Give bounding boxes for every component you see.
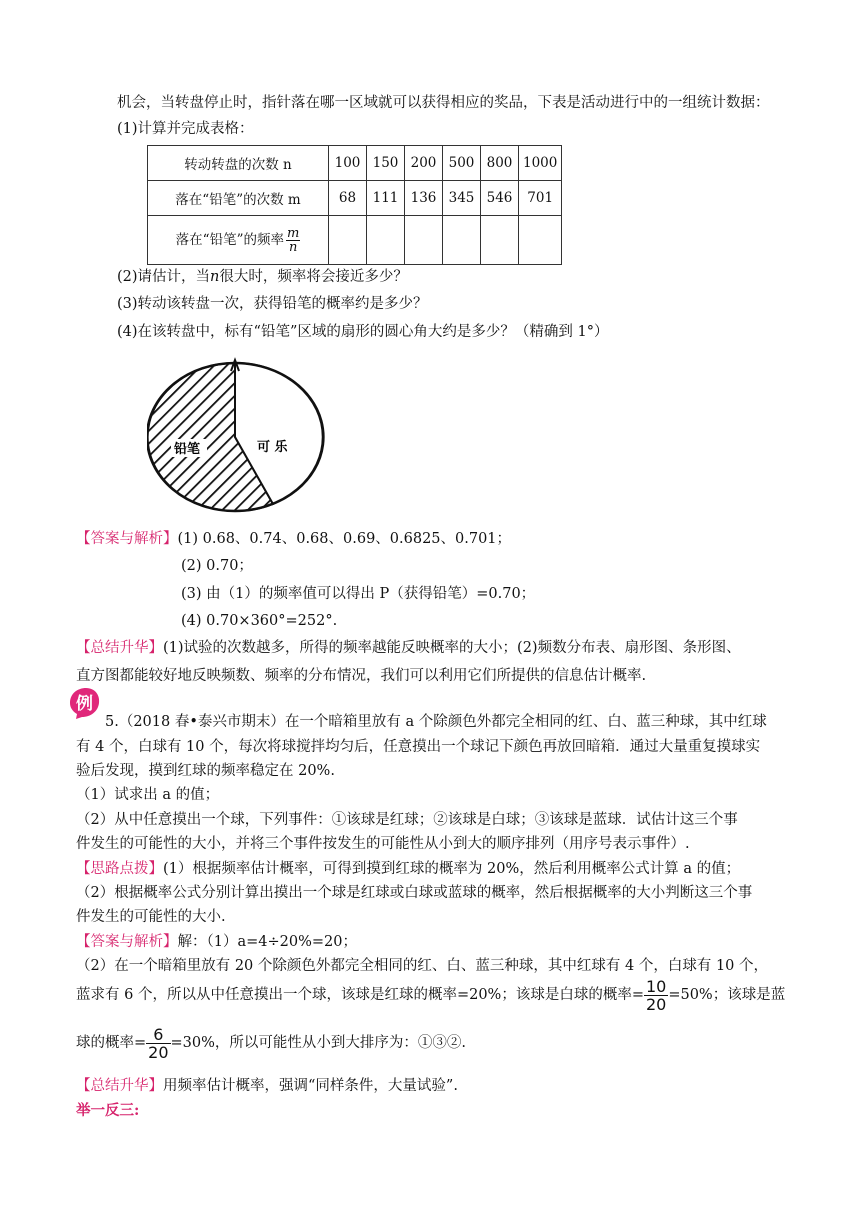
answer-2-line-1 xyxy=(76,931,357,953)
table-cell: 800 xyxy=(481,146,519,181)
hint-line-2: （2）根据概率公式分别计算出摸出一个球是红球或白球或蓝球的概率，然后根据概率的大小判断这三个事 xyxy=(76,885,753,901)
practice-heading: 举一反三: xyxy=(76,1102,140,1119)
table-cell: 500 xyxy=(443,146,481,181)
answer-1-line-4: (4) 0.70×360°=252°. xyxy=(181,613,338,629)
table-cell: 200 xyxy=(405,146,443,181)
answer-text: 蓝求有 6 个，所以从中任意摸出一个球，该球是红球的概率=20%；该球是白球的概率= xyxy=(76,987,644,1003)
example-badge-text: 例 xyxy=(76,694,93,714)
table-cell: 345 xyxy=(443,181,481,216)
table-row xyxy=(148,216,562,265)
spinner-pie-diagram xyxy=(147,355,337,520)
answer-text: 球的概率= xyxy=(76,1035,147,1051)
pencil-label: 铅笔 xyxy=(174,442,201,457)
hint-line-1 xyxy=(76,858,740,880)
answer-text: =50%；该球是蓝 xyxy=(668,987,786,1003)
table-cell: 701 xyxy=(519,181,562,216)
fraction-6-over-20 xyxy=(146,1026,170,1061)
answer-2-line-3 xyxy=(76,976,785,1014)
summary-1-line-1 xyxy=(76,637,741,659)
answer-1-line-3: (3) 由（1）的频率值可以得出 P（获得铅笔）=0.70； xyxy=(181,586,536,602)
hint-text: (1）根据频率估计概率，可得到摸到红球的概率为 20%，然后利用概率公式计算 a 的值； xyxy=(163,861,741,877)
answer-1-line-1 xyxy=(76,528,511,550)
table-cell-empty xyxy=(481,216,519,265)
table-cell-empty xyxy=(443,216,481,265)
intro-paragraph: 机会，当转盘停止时，指针落在哪一区域就可以获得相应的奖品，下表是活动进行中的一组统计数据： xyxy=(117,95,770,111)
example-5-question-2b: 件发生的可能性的大小，并将三个事件按发生的可能性从小到大的顺序排列（用序号表示事件）. xyxy=(76,836,690,852)
table-row xyxy=(148,146,562,181)
example-5-question-2a: （2）从中任意摸出一个球，下列事件：①该球是红球；②该球是白球；③该球是蓝球．试估计这三个事 xyxy=(76,812,738,828)
fraction-m-over-n xyxy=(286,227,300,254)
answer-tag: 【答案与解析】 xyxy=(76,531,178,547)
question-2 xyxy=(117,266,408,288)
row-label-frequency xyxy=(148,216,329,265)
answer-text: 解：（1）a=4÷20%=20； xyxy=(177,934,357,950)
example-5-line-1: 5.（2018 春•泰兴市期末）在一个暗箱里放有 a 个除颜色外都完全相同的红、白、蓝三种球，其中红球 xyxy=(105,714,767,730)
fraction-numerator: 6 xyxy=(146,1026,170,1044)
question-2-part-a: (2)请估计，当 xyxy=(117,269,211,285)
answer-tag: 【答案与解析】 xyxy=(76,934,178,950)
answer-text: =30%，所以可能性从小到大排序为：①③②. xyxy=(170,1035,467,1051)
cola-label: 可 乐 xyxy=(257,440,288,455)
table-cell-empty xyxy=(367,216,405,265)
summary-2 xyxy=(76,1075,458,1097)
table-cell: 68 xyxy=(329,181,367,216)
answer-2-line-2: （2）在一个暗箱里放有 20 个除颜色外都完全相同的红、白、蓝三种球，其中红球有 4 个，白球有 10 个， xyxy=(76,958,769,974)
table-cell: 150 xyxy=(367,146,405,181)
question-2-part-b: 很大时，频率将会接近多少？ xyxy=(219,269,408,285)
fraction-numerator: 10 xyxy=(645,976,667,996)
table-cell: 100 xyxy=(329,146,367,181)
table-cell: 1000 xyxy=(519,146,562,181)
table-cell: 136 xyxy=(405,181,443,216)
table-row xyxy=(148,181,562,216)
fraction-10-over-20 xyxy=(644,978,668,1013)
variable-n: n xyxy=(210,269,220,285)
fraction-denominator: n xyxy=(288,239,298,255)
table-cell-empty xyxy=(519,216,562,265)
summary-1-line-2: 直方图都能较好地反映频数、频率的分布情况，我们可以利用它们所提供的信息估计概率. xyxy=(76,668,647,684)
example-badge-icon xyxy=(66,686,102,720)
row-label-spins: 转动转盘的次数 n xyxy=(148,146,329,181)
question-4: (4)在该转盘中，标有“铅笔”区域的扇形的圆心角大约是多少？（精确到 1°） xyxy=(117,324,609,340)
summary-tag: 【总结升华】 xyxy=(76,1078,163,1094)
table-cell: 546 xyxy=(481,181,519,216)
statistics-table xyxy=(147,145,562,265)
fraction-denominator: 20 xyxy=(148,1042,169,1062)
row-label-frequency-text: 落在“铅笔”的频率 xyxy=(175,231,284,248)
hint-tag: 【思路点拨】 xyxy=(76,861,163,877)
table-cell: 111 xyxy=(367,181,405,216)
answer-2-line-4 xyxy=(76,1024,466,1062)
question-1: (1)计算并完成表格： xyxy=(117,121,254,137)
summary-tag: 【总结升华】 xyxy=(76,640,163,656)
summary-text: 用频率估计概率，强调“同样条件，大量试验”. xyxy=(163,1078,458,1094)
example-5-line-3: 验后发现，摸到红球的频率稳定在 20%. xyxy=(76,763,335,779)
summary-text: (1)试验的次数越多，所得的频率越能反映概率的大小；(2)频数分布表、扇形图、条形图、 xyxy=(163,640,741,656)
answer-text: (1) 0.68、0.74、0.68、0.69、0.6825、0.701； xyxy=(177,531,512,547)
question-3: (3)转动该转盘一次，获得铅笔的概率约是多少？ xyxy=(117,296,428,312)
table-cell-empty xyxy=(405,216,443,265)
table-cell-empty xyxy=(329,216,367,265)
fraction-numerator: m xyxy=(286,225,300,241)
row-label-hits: 落在“铅笔”的次数 m xyxy=(148,181,329,216)
answer-1-line-2: (2) 0.70； xyxy=(181,558,253,574)
fraction-denominator: 20 xyxy=(645,994,667,1014)
example-5-line-2: 有 4 个，白球有 10 个，每次将球搅拌均匀后，任意摸出一个球记下颜色再放回暗箱．通过大量重复摸球实 xyxy=(76,739,761,755)
example-5-question-1: （1）试求出 a 的值； xyxy=(76,787,220,803)
hint-line-3: 件发生的可能性的大小. xyxy=(76,909,226,925)
